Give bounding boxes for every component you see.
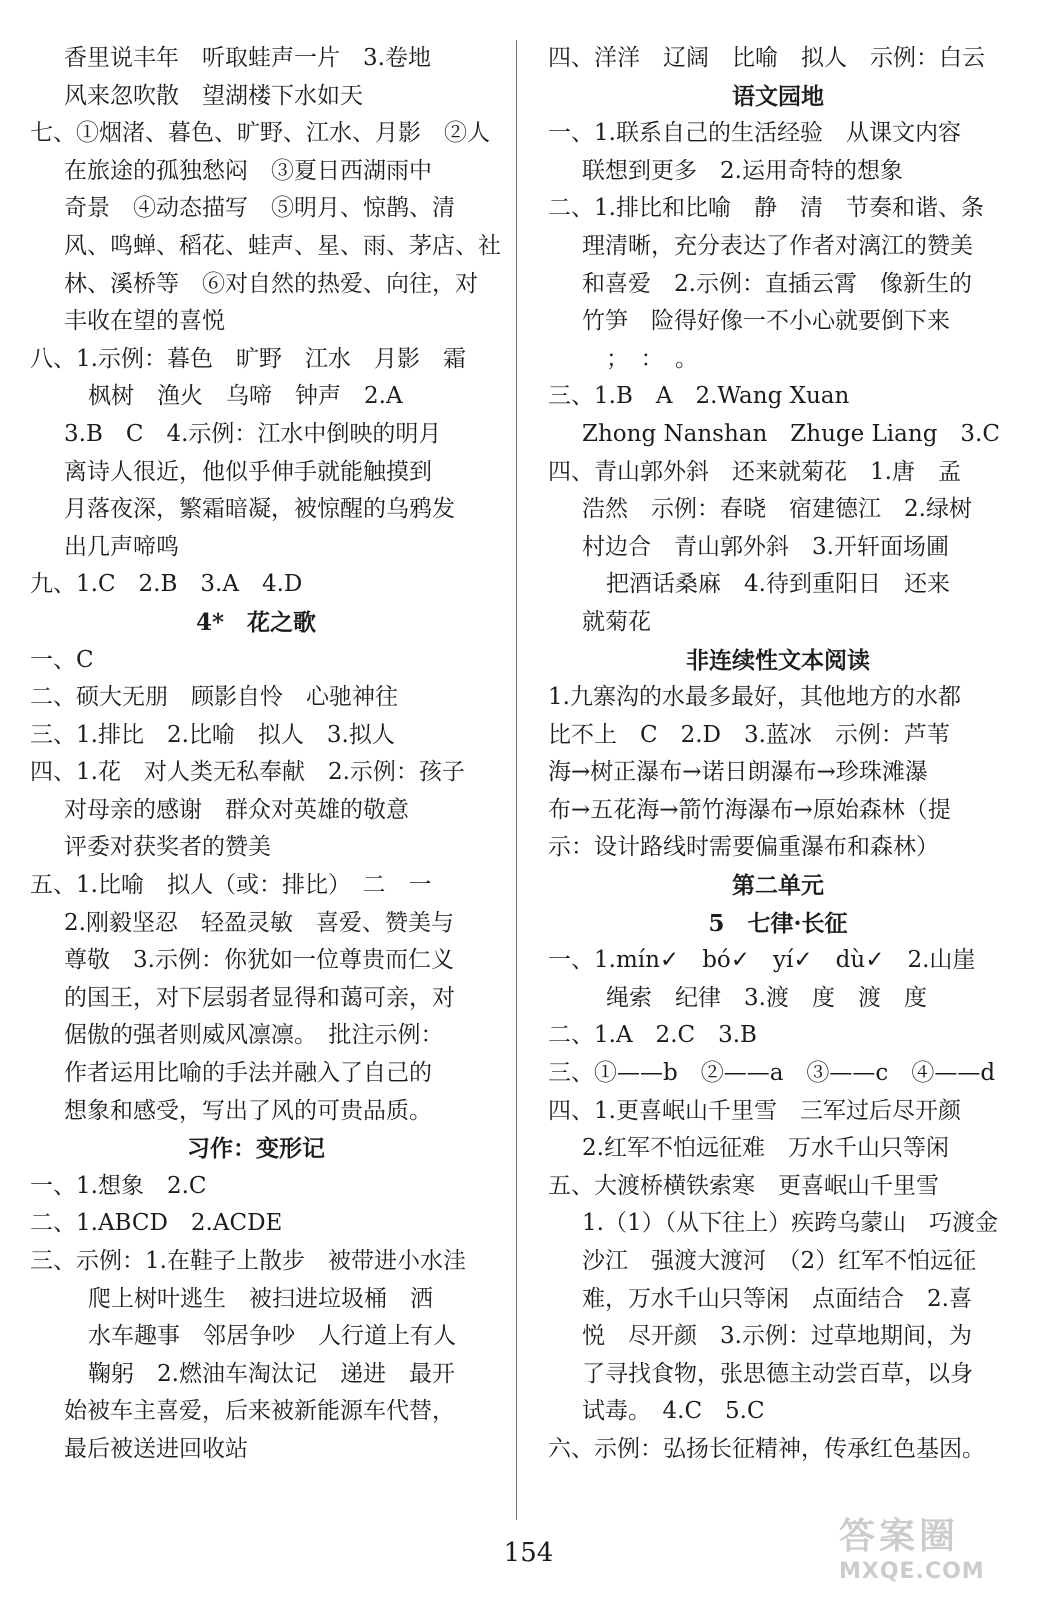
answer-line: 九、1.C 2.B 3.A 4.D <box>30 571 303 598</box>
answer-line: 作者运用比喻的手法并融入了自己的 <box>64 1060 432 1087</box>
watermark-top: 答案圈 <box>839 1516 960 1557</box>
answer-line: 始被车主喜爱，后来被新能源车代替， <box>64 1398 455 1425</box>
left-column <box>30 40 501 1469</box>
answer-line: 出几声啼鸣 <box>64 533 179 560</box>
answer-line: 的国王，对下层弱者显得和蔼可亲，对 <box>64 984 455 1011</box>
answer-line: 想象和感受，写出了风的可贵品质。 <box>64 1097 432 1124</box>
answer-line: 对母亲的感谢 群众对英雄的敬意 <box>64 796 409 823</box>
answer-line: 示：设计路线时需要偏重瀑布和森林） <box>548 834 939 861</box>
answer-line: 理清晰，充分表达了作者对漓江的赞美 <box>582 232 973 259</box>
answer-line: 就菊花 <box>582 608 651 635</box>
answer-line: Zhong Nanshan Zhuge Liang 3.C <box>582 420 1000 447</box>
answer-line: 倨傲的强者则威风凛凛。 批注示例： <box>64 1022 444 1049</box>
answer-line: 二、硕大无朋 顾影自怜 心驰神往 <box>30 684 398 711</box>
answer-line: 试毒。 4.C 5.C <box>582 1398 765 1425</box>
answer-line: 奇景 ④动态描写 ⑤明月、惊鹊、清 <box>64 195 455 222</box>
answer-line: 悦 尽开颜 3.示例：过草地期间，为 <box>582 1323 972 1350</box>
answer-line: 七、①烟渚、暮色、旷野、江水、月影 ②人 <box>30 120 490 147</box>
answer-line: 在旅途的孤独愁闷 ③夏日西湖雨中 <box>64 157 432 184</box>
right-column <box>548 40 1008 1469</box>
answer-line: 浩然 示例：春晓 宿建德江 2.绿树 <box>582 496 972 523</box>
answer-line: 尊敬 3.示例：你犹如一位尊贵而仁义 <box>64 947 454 974</box>
answer-line: 风、鸣蝉、稻花、蛙声、星、雨、茅店、社 <box>64 232 501 259</box>
answer-line: 1.（1）（从下往上）疾跨乌蒙山 巧渡金 <box>582 1210 999 1237</box>
answer-line: 四、青山郭外斜 还来就菊花 1.唐 孟 <box>548 458 961 485</box>
answer-line: 最后被送进回收站 <box>64 1435 248 1462</box>
answer-line: 3.B C 4.示例：江水中倒映的明月 <box>64 420 442 447</box>
answer-line: 一、1.联系自己的生活经验 从课文内容 <box>548 120 961 147</box>
answer-line: 把酒话桑麻 4.待到重阳日 还来 <box>606 571 950 598</box>
answer-line: 三、1.排比 2.比喻 拟人 3.拟人 <box>30 721 395 748</box>
answer-line: ； ： 。 <box>606 345 698 372</box>
answer-line: 2.刚毅坚忍 轻盈灵敏 喜爱、赞美与 <box>64 909 454 936</box>
answer-line: 爬上树叶逃生 被扫进垃圾桶 洒 <box>88 1285 433 1312</box>
answer-line: 离诗人很近，他似乎伸手就能触摸到 <box>64 458 432 485</box>
answer-line: 四、洋洋 辽阔 比喻 拟人 示例：白云 <box>548 45 985 71</box>
answer-line: 丰收在望的喜悦 <box>64 308 225 335</box>
answer-line: 二、1.排比和比喻 静 清 节奏和谐、条 <box>548 195 984 222</box>
section-heading: 习作：变形记 <box>187 1135 325 1163</box>
answer-line: 二、1.A 2.C 3.B <box>548 1022 757 1049</box>
answer-line: 六、示例：弘扬长征精神，传承红色基因。 <box>548 1435 985 1462</box>
answer-line: 和喜爱 2.示例：直插云霄 像新生的 <box>582 270 972 297</box>
answer-line: 了寻找食物，张思德主动尝百草，以身 <box>582 1360 973 1387</box>
answer-line: 五、1.比喻 拟人（或：排比） 二 一 <box>30 872 432 899</box>
answer-line: 一、1.mín✓ bó✓ yí✓ dù✓ 2.山崖 <box>548 947 976 974</box>
answer-line: 枫树 渔火 乌啼 钟声 2.A <box>88 383 403 410</box>
answer-line: 一、1.想象 2.C <box>30 1172 207 1199</box>
answer-line: 2.红军不怕远征难 万水千山只等闲 <box>582 1135 949 1162</box>
section-heading: 非连续性文本阅读 <box>686 646 870 674</box>
answer-line: 竹笋 险得好像一不小心就要倒下来 <box>582 308 950 335</box>
answer-line: 三、示例：1.在鞋子上散步 被带进小水洼 <box>30 1248 466 1274</box>
answer-line: 布→五花海→箭竹海瀑布→原始森林（提 <box>548 796 951 823</box>
answer-line: 沙江 强渡大渡河 （2）红军不怕远征 <box>582 1248 977 1274</box>
answer-line: 一、C <box>30 646 94 673</box>
answer-line: 鞠躬 2.燃油车淘汰记 递进 最开 <box>88 1360 455 1387</box>
answer-line: 四、1.更喜岷山千里雪 三军过后尽开颜 <box>548 1097 961 1124</box>
watermark-bottom: MXQE.COM <box>839 1559 985 1584</box>
answer-line: 四、1.花 对人类无私奉献 2.示例：孩子 <box>30 759 465 786</box>
answer-line: 水车趣事 邻居争吵 人行道上有人 <box>88 1323 456 1350</box>
section-heading: 5 七律·长征 <box>708 909 848 937</box>
answer-line: 绳索 纪律 3.渡 度 渡 度 <box>606 984 927 1011</box>
answer-line: 八、1.示例：暮色 旷野 江水 月影 霜 <box>30 345 466 372</box>
section-heading: 语文园地 <box>732 82 824 110</box>
page-number: 154 <box>503 1538 554 1568</box>
column-divider <box>516 40 517 1520</box>
answer-line: 难，万水千山只等闲 点面结合 2.喜 <box>582 1285 972 1312</box>
section-heading: 4* 花之歌 <box>195 608 317 636</box>
answer-line: 联想到更多 2.运用奇特的想象 <box>582 157 903 184</box>
answer-line: 月落夜深，繁霜暗凝，被惊醒的乌鸦发 <box>64 496 455 523</box>
answer-line: 海→树正瀑布→诺日朗瀑布→珍珠滩瀑 <box>548 759 928 786</box>
section-heading: 第二单元 <box>732 872 824 900</box>
watermark-logo <box>839 1508 1039 1588</box>
answer-line: 评委对获奖者的赞美 <box>64 834 271 861</box>
answer-line: 五、大渡桥横铁索寒 更喜岷山千里雪 <box>548 1172 939 1199</box>
answer-line: 村边合 青山郭外斜 3.开轩面场圃 <box>582 533 949 560</box>
answer-line: 香里说丰年 听取蛙声一片 3.卷地 <box>64 45 431 71</box>
answer-line: 二、1.ABCD 2.ACDE <box>30 1210 283 1237</box>
answer-line: 1.九寨沟的水最多最好，其他地方的水都 <box>548 684 961 711</box>
answer-line: 林、溪桥等 ⑥对自然的热爱、向往，对 <box>64 270 478 297</box>
answer-line: 风来忽吹散 望湖楼下水如天 <box>64 82 363 109</box>
answer-line: 比不上 C 2.D 3.蓝冰 示例：芦苇 <box>548 721 950 748</box>
answer-line: 三、①——b ②——a ③——c ④——d <box>548 1060 996 1087</box>
answer-line: 三、1.B A 2.Wang Xuan <box>548 383 850 410</box>
